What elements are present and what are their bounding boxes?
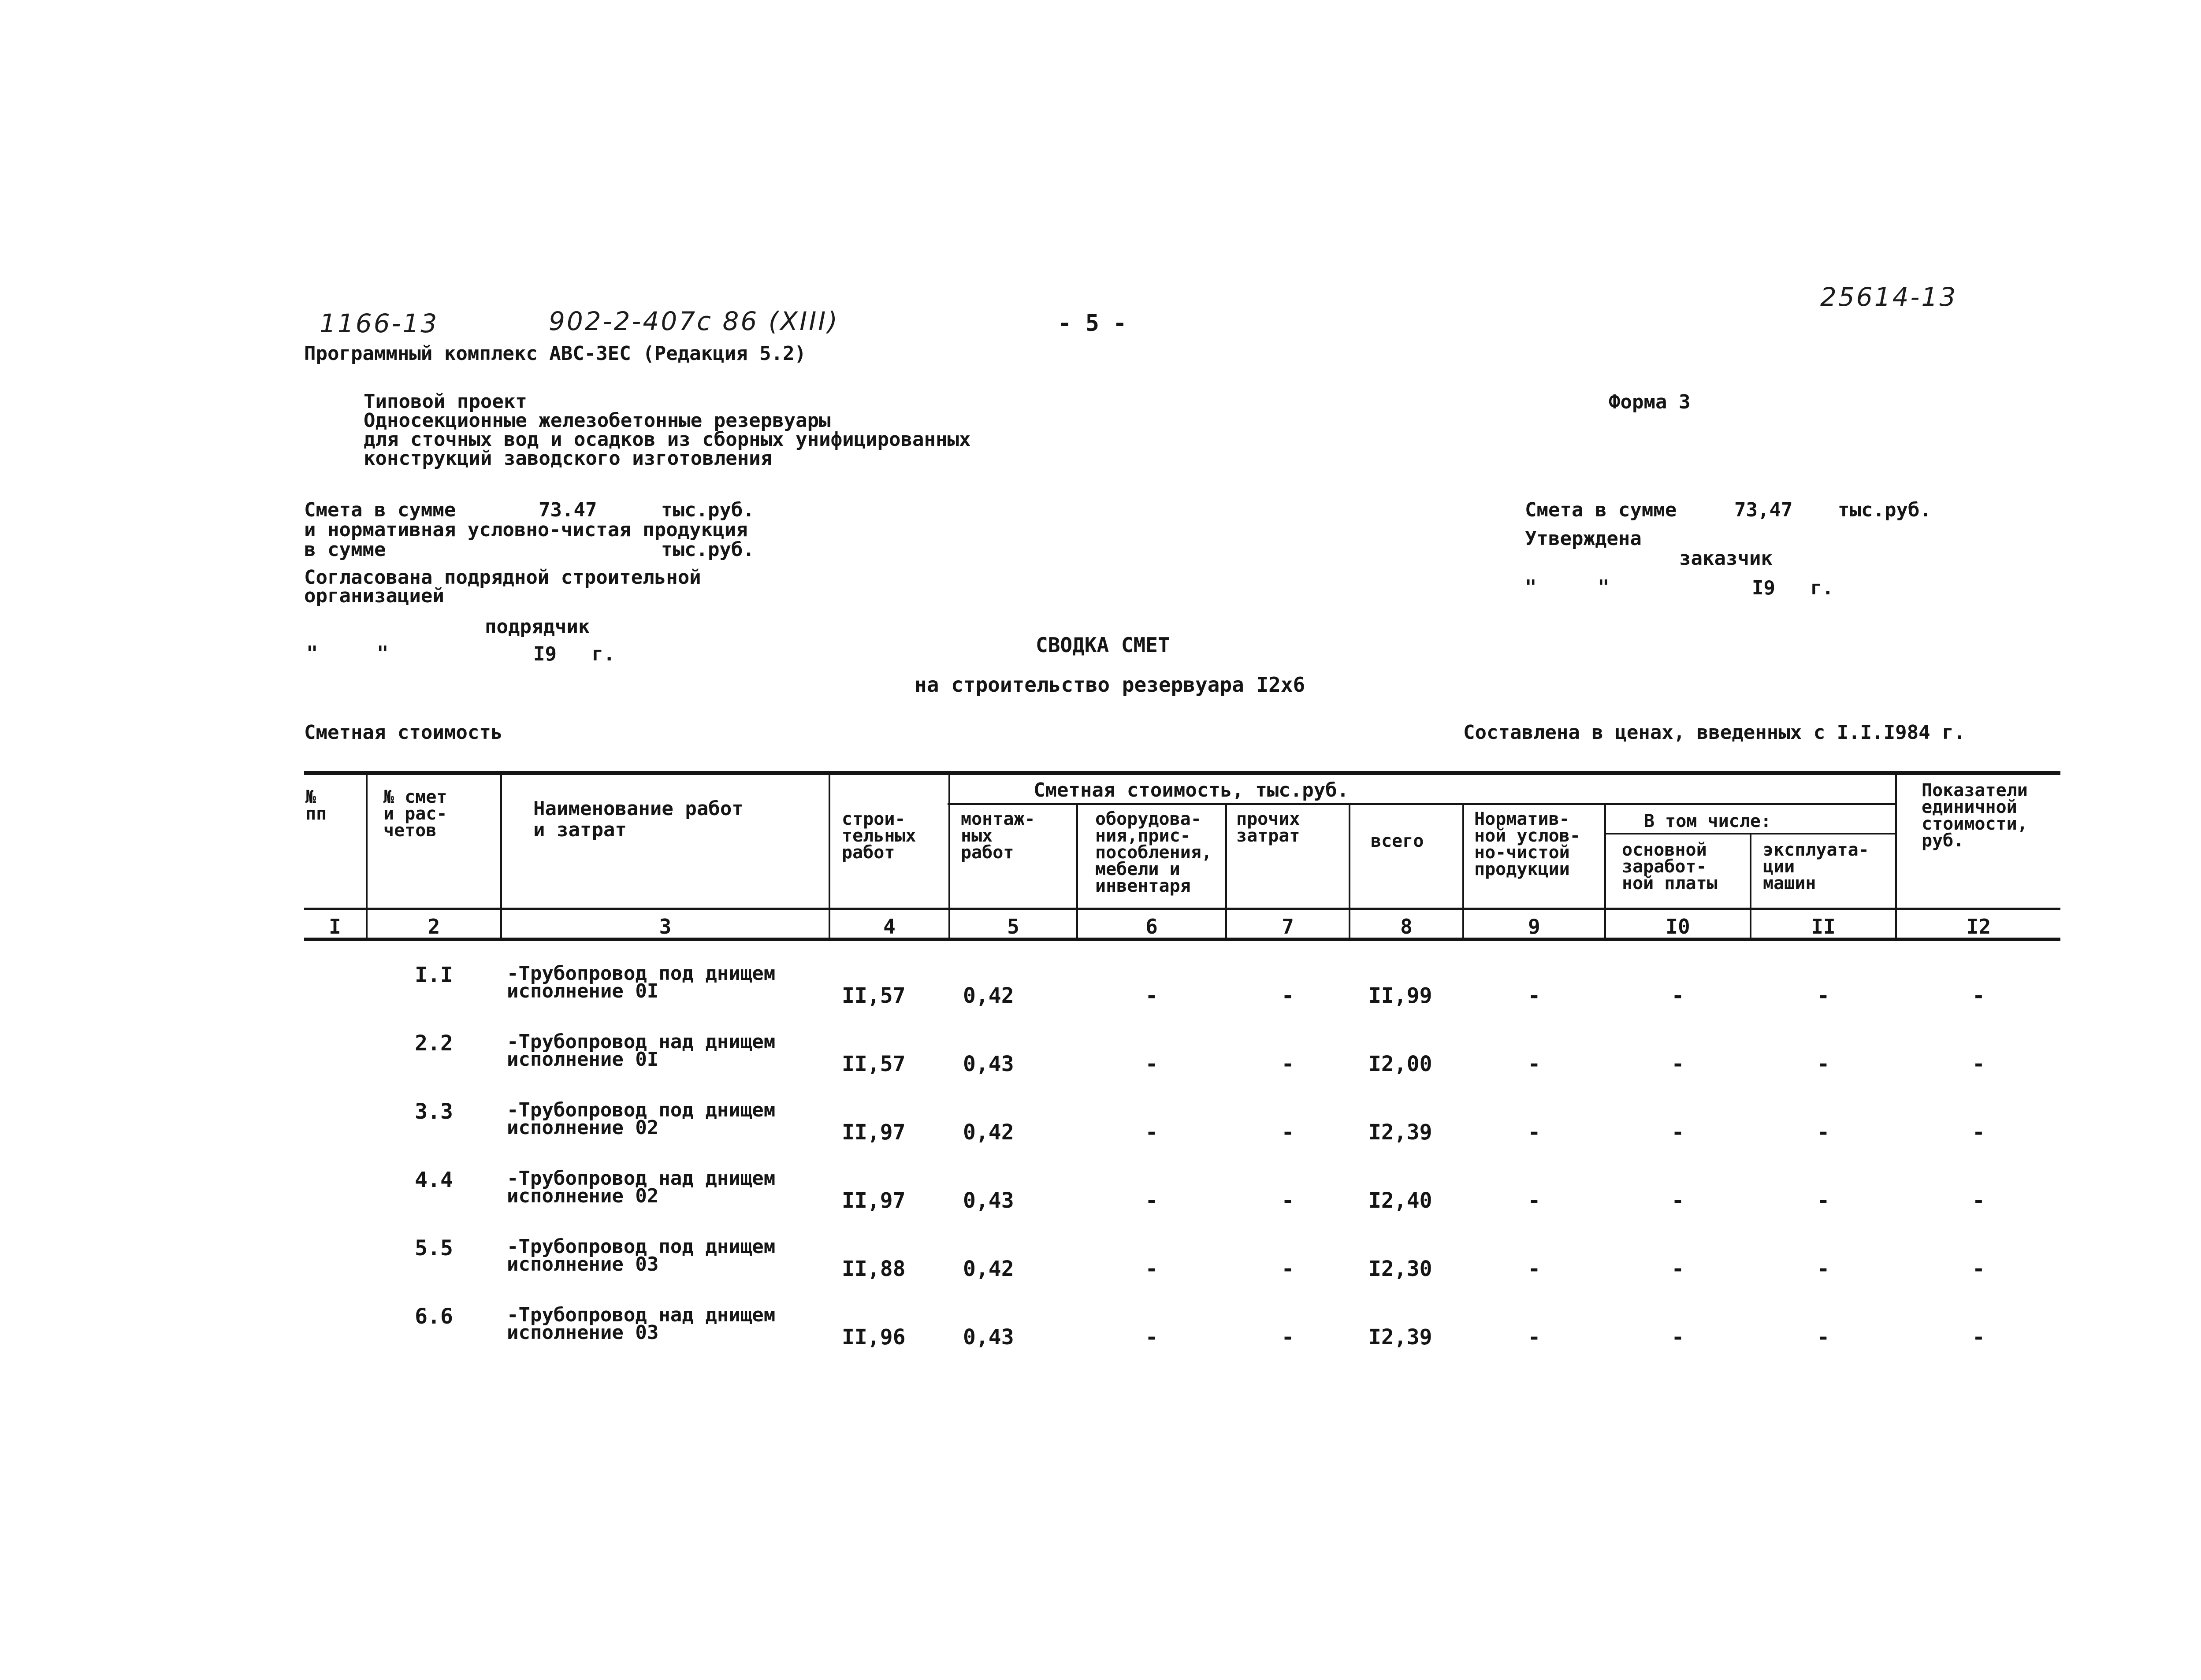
left-estimate-unit: тыс.руб. xyxy=(661,499,755,521)
row-equipment: - xyxy=(1145,1257,1158,1281)
row-normative: - xyxy=(1528,1325,1541,1350)
left-quote-close: " xyxy=(377,642,389,664)
row-construction: II,97 xyxy=(842,1188,906,1213)
header-num: № пп xyxy=(305,787,327,824)
row-total: II,99 xyxy=(1368,983,1432,1008)
row-salary: - xyxy=(1671,1257,1684,1281)
column-number: II xyxy=(1811,915,1836,938)
row-other: - xyxy=(1281,983,1294,1008)
column-number: 3 xyxy=(659,915,672,938)
row-total: I2,39 xyxy=(1368,1120,1432,1145)
header-salary: основной заработ- ной платы xyxy=(1622,840,1718,894)
right-customer: заказчик xyxy=(1679,547,1773,570)
row-name: -Трубопровод под днищем исполнение 03 xyxy=(507,1235,776,1276)
right-estimate-value: 73,47 xyxy=(1734,499,1793,521)
project-description: Типовой проект Односекционные железобетонные резервуары для сточных вод и осадков из сборных унифицированных конструкций заводского изготовления xyxy=(364,390,971,470)
row-installation: 0,42 xyxy=(963,1257,1014,1281)
row-salary: - xyxy=(1671,1120,1684,1145)
row-total: I2,40 xyxy=(1368,1188,1432,1213)
handwritten-project-code: 902-2-407с 86 (XIII) xyxy=(549,306,840,336)
header-other: прочих затрат xyxy=(1236,809,1300,846)
right-quote-close: " xyxy=(1598,576,1610,598)
row-other: - xyxy=(1281,1325,1294,1350)
row-total: I2,39 xyxy=(1368,1325,1432,1350)
row-name: -Трубопровод над днищем исполнение 03 xyxy=(507,1304,776,1344)
row-normative: - xyxy=(1528,1120,1541,1145)
column-number: 5 xyxy=(1007,915,1019,938)
left-estimate-label: Смета в сумме xyxy=(304,499,456,521)
row-normative: - xyxy=(1528,983,1541,1008)
header-total: всего xyxy=(1371,831,1424,851)
row-construction: II,88 xyxy=(842,1257,906,1281)
header-machines: эксплуата- ции машин xyxy=(1763,840,1869,894)
row-total: I2,00 xyxy=(1368,1052,1432,1076)
row-unit-cost: - xyxy=(1972,1120,1985,1145)
right-estimate-unit: тыс.руб. xyxy=(1838,499,1931,521)
row-salary: - xyxy=(1671,1325,1684,1350)
row-other: - xyxy=(1281,1052,1294,1076)
row-construction: II,57 xyxy=(842,1052,906,1076)
row-unit-cost: - xyxy=(1972,1257,1985,1281)
row-id: 6.6 xyxy=(415,1304,453,1329)
row-construction: II,96 xyxy=(842,1325,906,1350)
row-name: -Трубопровод под днищем исполнение 02 xyxy=(507,1099,776,1139)
header-normative: Норматив- ной услов- но-чистой продукции xyxy=(1474,809,1580,879)
row-unit-cost: - xyxy=(1972,1188,1985,1213)
row-normative: - xyxy=(1528,1188,1541,1213)
right-approved: Утверждена xyxy=(1525,527,1642,550)
row-salary: - xyxy=(1671,983,1684,1008)
row-installation: 0,43 xyxy=(963,1188,1014,1213)
header-unit-cost: Показатели единичной стоимости, руб. xyxy=(1922,780,2028,851)
header-cost-group: Сметная стоимость, тыс.руб. xyxy=(1034,779,1349,801)
left-year: I9 г. xyxy=(533,643,615,665)
page-number: - 5 - xyxy=(1058,310,1127,337)
header-bottom-border xyxy=(304,908,2060,910)
column-number: I xyxy=(329,915,341,938)
row-unit-cost: - xyxy=(1972,983,1985,1008)
document-title: СВОДКА СМЕТ xyxy=(1036,633,1170,657)
row-name: -Трубопровод над днищем исполнение 02 xyxy=(507,1167,776,1207)
row-equipment: - xyxy=(1145,983,1158,1008)
row-salary: - xyxy=(1671,1052,1684,1076)
row-name: -Трубопровод под днищем исполнение 0I xyxy=(507,962,776,1002)
row-other: - xyxy=(1281,1188,1294,1213)
column-number: 4 xyxy=(883,915,896,938)
row-unit-cost: - xyxy=(1972,1052,1985,1076)
row-id: 2.2 xyxy=(415,1031,453,1056)
column-number: 6 xyxy=(1145,915,1158,938)
row-installation: 0,42 xyxy=(963,983,1014,1008)
column-number: 7 xyxy=(1282,915,1294,938)
column-number: I2 xyxy=(1966,915,1991,938)
column-number: 8 xyxy=(1400,915,1413,938)
right-year: I9 г. xyxy=(1752,577,1834,599)
cost-group-divider xyxy=(948,803,1895,805)
row-installation: 0,42 xyxy=(963,1120,1014,1145)
left-agreed: Согласована подрядной строительной организацией xyxy=(304,566,701,607)
row-unit-cost: - xyxy=(1972,1325,1985,1350)
column-number: 2 xyxy=(428,915,440,938)
header-name: Наименование работ и затрат xyxy=(533,797,744,841)
row-installation: 0,43 xyxy=(963,1325,1014,1350)
left-norm-line1: и нормативная условно-чистая продукция xyxy=(304,519,748,541)
column-number: I0 xyxy=(1666,915,1690,938)
left-quote-open: " xyxy=(306,642,318,664)
row-installation: 0,43 xyxy=(963,1052,1014,1076)
row-construction: II,97 xyxy=(842,1120,906,1145)
document-subtitle: на строительство резервуара I2х6 xyxy=(915,673,1305,697)
row-equipment: - xyxy=(1145,1052,1158,1076)
row-equipment: - xyxy=(1145,1325,1158,1350)
header-construction: строи- тельных работ xyxy=(842,809,916,863)
table-top-border xyxy=(304,771,2060,775)
row-equipment: - xyxy=(1145,1120,1158,1145)
handwritten-number-left: 1166-13 xyxy=(320,308,439,338)
form-label: Форма 3 xyxy=(1609,391,1691,413)
prices-note: Составлена в ценах, введенных с I.I.I984 г. xyxy=(1463,721,1966,744)
left-estimate-value: 73.47 xyxy=(539,499,597,521)
row-machines: - xyxy=(1817,1120,1830,1145)
row-equipment: - xyxy=(1145,1188,1158,1213)
row-construction: II,57 xyxy=(842,983,906,1008)
row-machines: - xyxy=(1817,1052,1830,1076)
row-normative: - xyxy=(1528,1052,1541,1076)
software-line: Программный комплекс АВС-ЗЕС (Редакция 5.2) xyxy=(304,342,807,365)
right-estimate-label: Смета в сумме xyxy=(1525,499,1677,521)
row-total: I2,30 xyxy=(1368,1257,1432,1281)
row-id: 5.5 xyxy=(415,1236,453,1261)
header-installation: монтаж- ных работ xyxy=(961,809,1035,863)
header-estimate-no: № смет и рас- четов xyxy=(383,787,447,841)
left-contractor: подрядчик xyxy=(485,616,590,638)
right-quote-open: " xyxy=(1525,576,1537,598)
row-other: - xyxy=(1281,1257,1294,1281)
column-number: 9 xyxy=(1528,915,1540,938)
row-salary: - xyxy=(1671,1188,1684,1213)
header-incl-group: В том числе: xyxy=(1644,811,1771,831)
row-machines: - xyxy=(1817,1325,1830,1350)
row-machines: - xyxy=(1817,983,1830,1008)
row-id: I.I xyxy=(415,963,453,987)
row-id: 3.3 xyxy=(415,1099,453,1124)
row-machines: - xyxy=(1817,1257,1830,1281)
row-name: -Трубопровод над днищем исполнение 0I xyxy=(507,1031,776,1071)
row-machines: - xyxy=(1817,1188,1830,1213)
row-id: 4.4 xyxy=(415,1168,453,1192)
row-normative: - xyxy=(1528,1257,1541,1281)
cost-label: Сметная стоимость xyxy=(304,721,503,744)
handwritten-number-right: 25614-13 xyxy=(1820,282,1958,312)
header-equipment: оборудова- ния,прис- пособления, мебели и инвентаря xyxy=(1095,809,1212,896)
left-norm-line2: в сумме xyxy=(304,538,386,561)
row-other: - xyxy=(1281,1120,1294,1145)
left-norm-unit: тыс.руб. xyxy=(661,538,755,561)
